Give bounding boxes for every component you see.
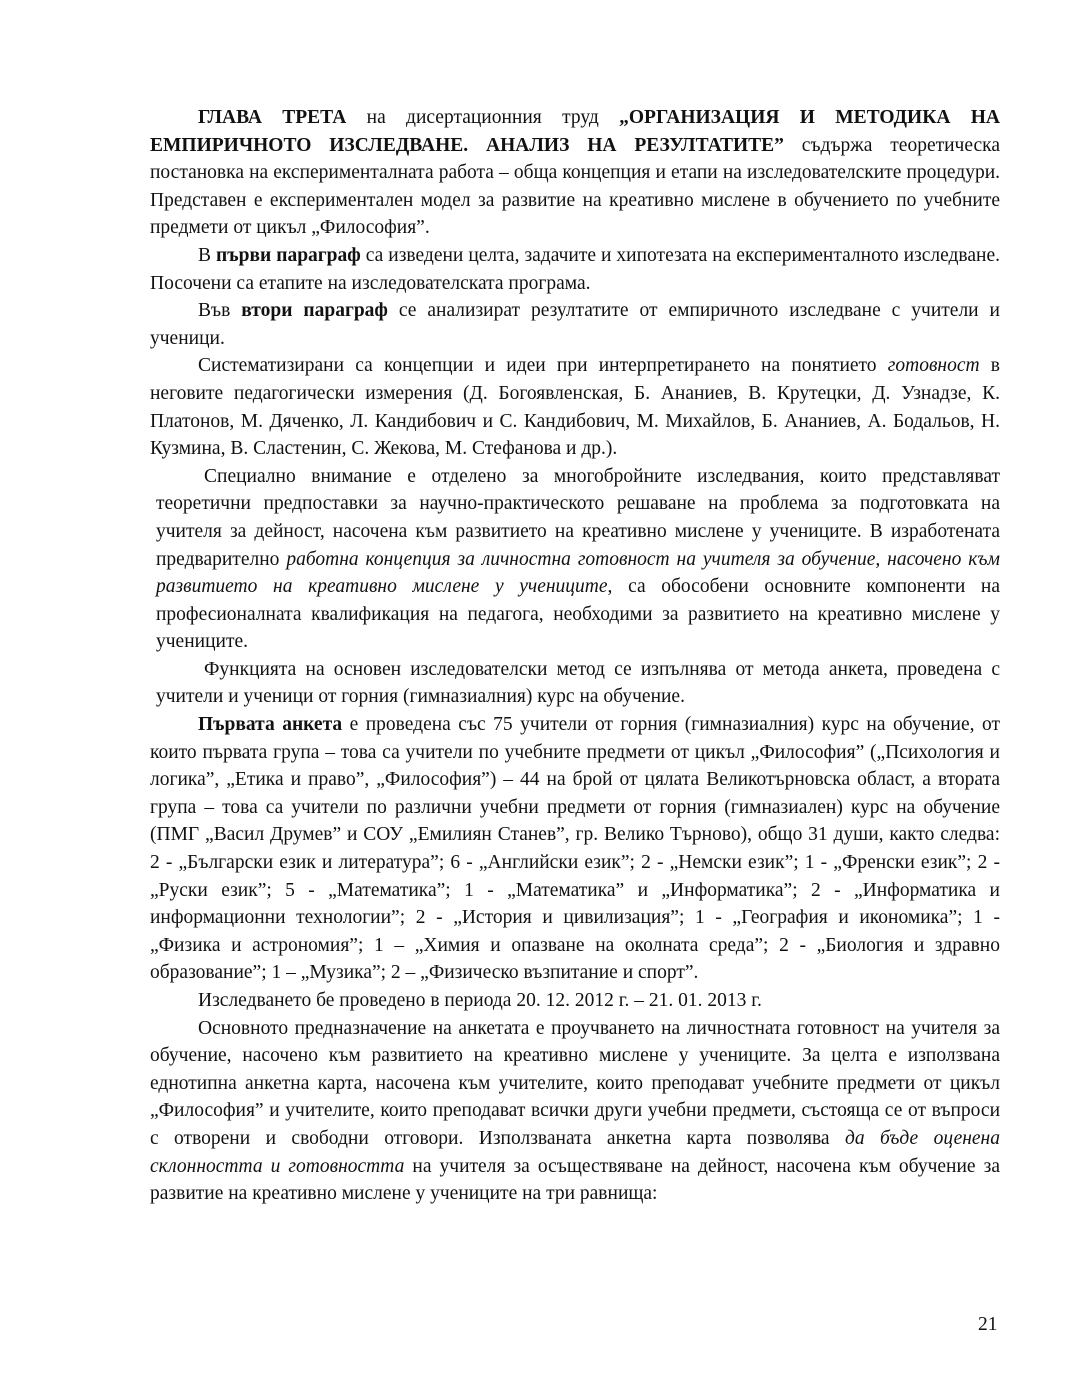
paragraph-survey-period: [150, 987, 1000, 1015]
paragraph-special-attention: [156, 463, 1000, 656]
text-run: Изследването бе проведено в периода 20. 12. 2012 г. – 21. 01. 2013 г.: [198, 990, 762, 1011]
text-run: на учителя за осъществяване на дейност, насочена към обучение за развитие на креативно мислене у учениците на три равнища:: [150, 1155, 1000, 1205]
paragraph-readiness-concepts: [150, 352, 1000, 462]
text-run: е проведена със 75 учители от горния (гимназиалния) курс на обучение, от които първата група – това са учители по учебните предмети от цикъл „Философия” („Психология и логика”, „Етика и право”, „Философия”) – 44 на брой от цялата Великотърновска област, а втората група – това са учители по различни учебни предмети от горния (гимназиален) курс на обучение (ПМГ „Васил Друмев” и СОУ „Емилиян Станев”, гр. Велико Търново), общо 31 души, както следва: 2 - „Български език и литература”; 6 - „Английски език”; 2 - „Немски език”; 1 - „Френски език”; 2 - „Руски език”; 5 - „Математика”; 1 - „Математика” и „Информатика”; 2 - „Информатика и информационни технологии”; 2 - „История и цивилизация”; 1 - „География и икономика”; 1 - „Физика и астрономия”; 1 – „Химия и опазване на околната среда”; 2 - „Биология и здравно образование”; 1 – „Музика”; 2 – „Физическо възпитание и спорт”.: [150, 714, 1000, 984]
document-body: [150, 104, 1000, 1208]
bold-term: Първата анкета: [198, 714, 343, 736]
text-run: В: [198, 244, 216, 266]
text-run: , са обособени основните компоненти на професионалната квалификация на педагога, необходими за развитието на креативно мислене у учениците.: [156, 576, 1000, 653]
italic-term: работна концепция за личностна готовност на учителя за обучение, насочено към развитието на креативно мислене у учениците: [156, 548, 1000, 598]
text-run: Във: [198, 300, 242, 322]
bold-term: първи параграф: [216, 244, 361, 266]
paragraph-first-survey: [150, 711, 1000, 987]
italic-term: готовност: [887, 355, 980, 377]
text-run: на дисертационния труд: [346, 107, 620, 128]
italic-term: да бъде оценена склонността и готовността: [150, 1127, 1000, 1177]
paragraph-chapter-intro: [150, 104, 1000, 242]
bold-term: втори параграф: [241, 300, 388, 322]
text-run: съдържа теоретическа постановка на експерименталната работа – обща концепция и етапи на изследователските процедури. Представен е експериментален модел за развитие на креативно мислене в обучението по учебните предмети от цикъл „Философия”.: [150, 134, 1000, 239]
chapter-title: „ОРГАНИЗАЦИЯ И МЕТОДИКА НА ЕМПИРИЧНОТО ИЗСЛЕДВАНЕ. АНАЛИЗ НА РЕЗУЛТАТИТЕ”: [150, 107, 1001, 156]
page-number: 21: [978, 1314, 998, 1335]
paragraph-first-section: [150, 242, 1000, 297]
text-run: Функцията на основен изследователски метод се изпълнява от метода анкета, проведена с учители и ученици от горния (гимназиалния) курс на обучение.: [156, 658, 1000, 708]
paragraph-survey-purpose: [150, 1015, 1000, 1208]
text-run: се анализират резултатите от емпиричното изследване с учители и ученици.: [150, 300, 1000, 349]
text-run: Основното предназначение на анкетата е проучването на личностната готовност на учителя за обучение, насочено към развитието на креативно мислене у учениците. За целта е използвана еднотипна анкетна карта, насочена към учителите, които преподават учебните предмети от цикъл „Философия” и учителите, които преподават всички други учебни предмети, състояща се от въпроси с отворени и свободни отговори. Използваната анкетна карта позволява: [150, 1017, 1000, 1149]
text-run: са изведени целта, задачите и хипотезата на експерименталното изследване. Посочени са етапите на изследователската програма.: [150, 244, 1000, 294]
chapter-heading: ГЛАВА ТРЕТА: [198, 107, 347, 128]
text-run: Систематизирани са концепции и идеи при интерпретирането на понятието: [198, 355, 888, 377]
paragraph-second-section: [150, 297, 1000, 352]
text-run: в неговите педагогически измерения (Д. Богоявленская, Б. Ананиев, В. Крутецки, Д. Узнадзе, К. Платонов, М. Дяченко, Л. Кандибович и С. Кандибович, М. Михайлов, Б. Ананиев, А. Бодальов, Н. Кузмина, В. Сластенин, С. Жекова, М. Стефанова и др.).: [150, 355, 1000, 460]
text-run: Специално внимание е отделено за многобройните изследвания, които представляват теоретични предпоставки за научно-практическото решаване на проблема за подготовката на учителя за дейност, насочена към развитието на креативно мислене у учениците. В изработената предварително: [156, 465, 1000, 570]
paragraph-research-method: [156, 656, 1000, 711]
